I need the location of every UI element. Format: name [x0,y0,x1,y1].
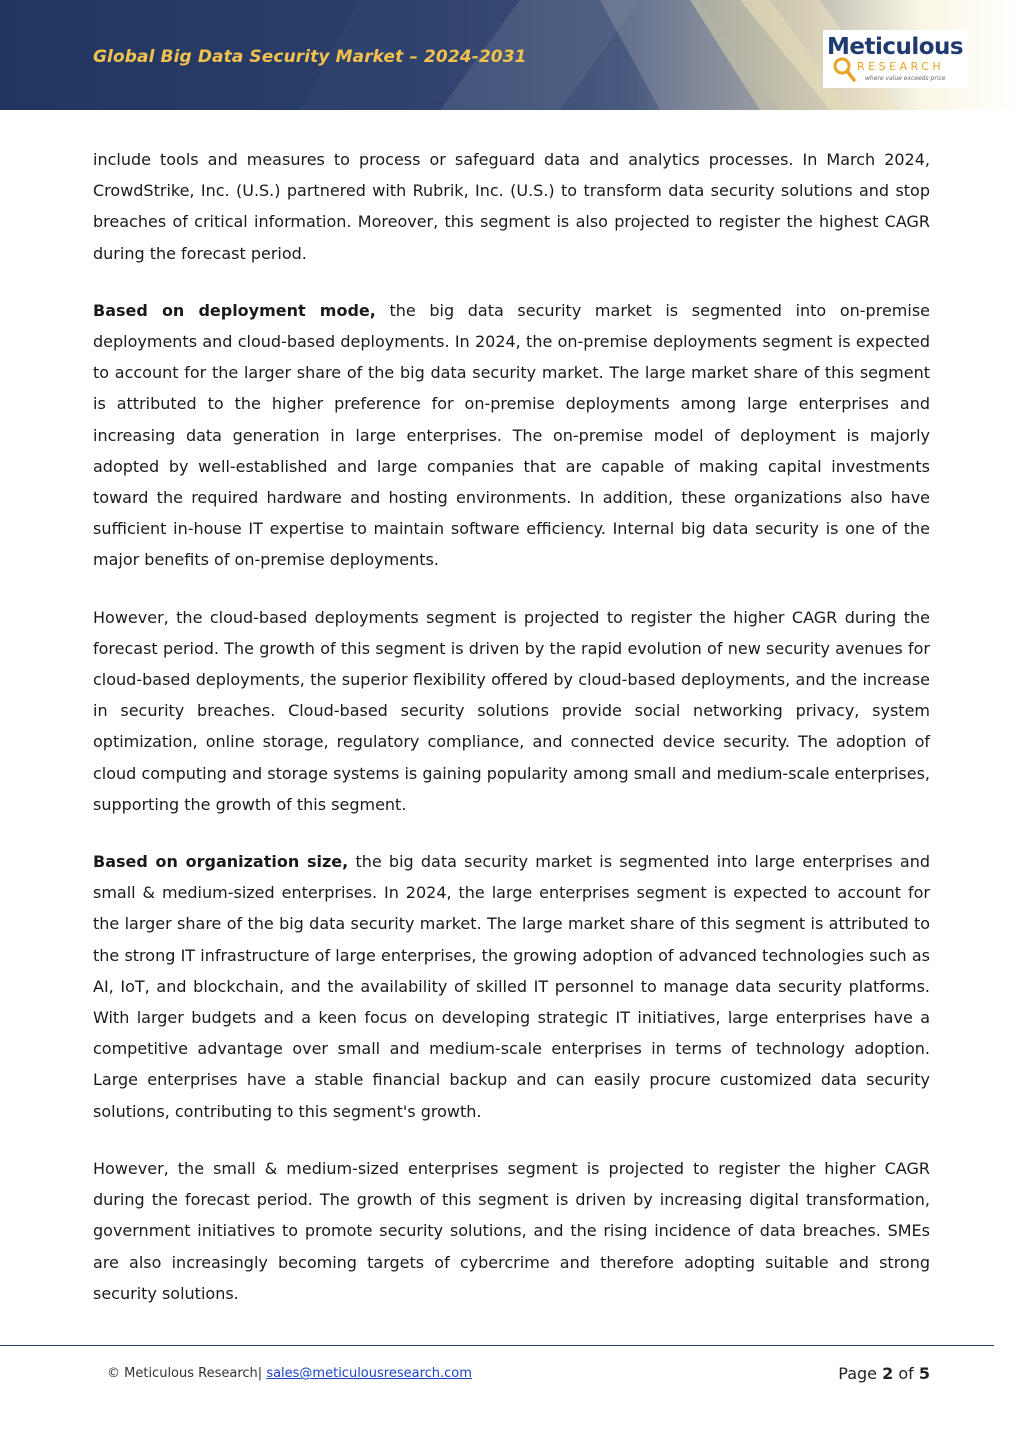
copyright-text: © Meticulous Research| [107,1366,263,1381]
paragraph-lead: Based on organization size, [93,852,349,872]
page-total: 5 [918,1364,930,1383]
page-word: Page [838,1364,878,1383]
paragraph-text: However, the small & medium-sized enterprises segment is projected to register the higher CAGR during the forecast period. The growth of this segment is driven by increasing digital transformation, government initiatives to promote security solutions, and the rising incidence of data breaches. SMEs are also increasingly becoming targets of cybercrime and therefore adopting suitable and strong security solutions. [93,1158,930,1303]
page-of: of [898,1364,914,1383]
magnifier-icon [831,56,857,84]
paragraph-3 [93,602,930,820]
sales-email-link[interactable]: sales@meticulousresearch.com [266,1366,472,1381]
paragraph-text: However, the cloud-based deployments segment is projected to register the higher CAGR during the forecast period. The growth of this segment is driven by the rapid evolution of new security avenues for cloud-based deployments, the superior flexibility offered by cloud-based deployments, and the increase in security breaches. Cloud-based security solutions provide social networking privacy, system optimization, online storage, regulatory compliance, and connected device security. The adoption of cloud computing and storage systems is gaining popularity among small and medium-scale enterprises, supporting the growth of this segment. [93,607,930,814]
paragraph-1 [93,144,930,269]
logo-wordmark: Meticulous [827,34,964,60]
footer-copyright [107,1366,472,1381]
logo-tagline: where value exceeds price [865,75,946,82]
paragraph-text: the big data security market is segmented into large enterprises and small & medium-sized enterprises. In 2024, the large enterprises segment is expected to account for the larger share of the big data security market. The large market share of this segment is attributed to the strong IT infrastructure of large enterprises, the growing adoption of advanced technologies such as AI, IoT, and blockchain, and the availability of skilled IT personnel to manage data security platforms. With larger budgets and a keen focus on developing strategic IT initiatives, large enterprises have a competitive advantage over small and medium-scale enterprises in terms of technology adoption. Large enterprises have a stable financial backup and can easily procure customized data security solutions, contributing to this segment's growth. [93,852,931,1121]
report-title: Global Big Data Security Market – 2024-2031 [93,47,527,67]
logo-subtitle: RESEARCH [857,60,945,73]
paragraph-text: include tools and measures to process or safeguard data and analytics processes. In March 2024, CrowdStrike, Inc. (U.S.) partnered with Rubrik, Inc. (U.S.) to transform data security solutions and stop breaches of critical information. Moreover, this segment is also projected to register the highest CAGR during the forecast period. [93,150,930,263]
paragraph-5 [93,1153,930,1309]
paragraph-lead: Based on deployment mode, [93,300,376,320]
paragraph-text: the big data security market is segmented into on-premise deployments and cloud-based deployments. In 2024, the on-premise deployments segment is expected to account for the larger share of the big data security market. The large market share of this segment is attributed to the higher preference for on-premise deployments among large enterprises and increasing data generation in large enterprises. The on-premise model of deployment is majorly adopted by well-established and large companies that are capable of making capital investments toward the required hardware and hosting environments. In addition, these organizations also have sufficient in-house IT expertise to maintain software efficiency. Internal big data security is one of the major benefits of on-premise deployments. [93,300,930,570]
paragraph-4 [93,846,930,1127]
page-header [0,0,1024,110]
report-body [93,144,930,1335]
page-current: 2 [882,1364,894,1383]
footer-divider [0,1345,994,1346]
paragraph-2 [93,295,930,576]
page-number [838,1364,930,1383]
meticulous-research-logo [823,30,968,88]
